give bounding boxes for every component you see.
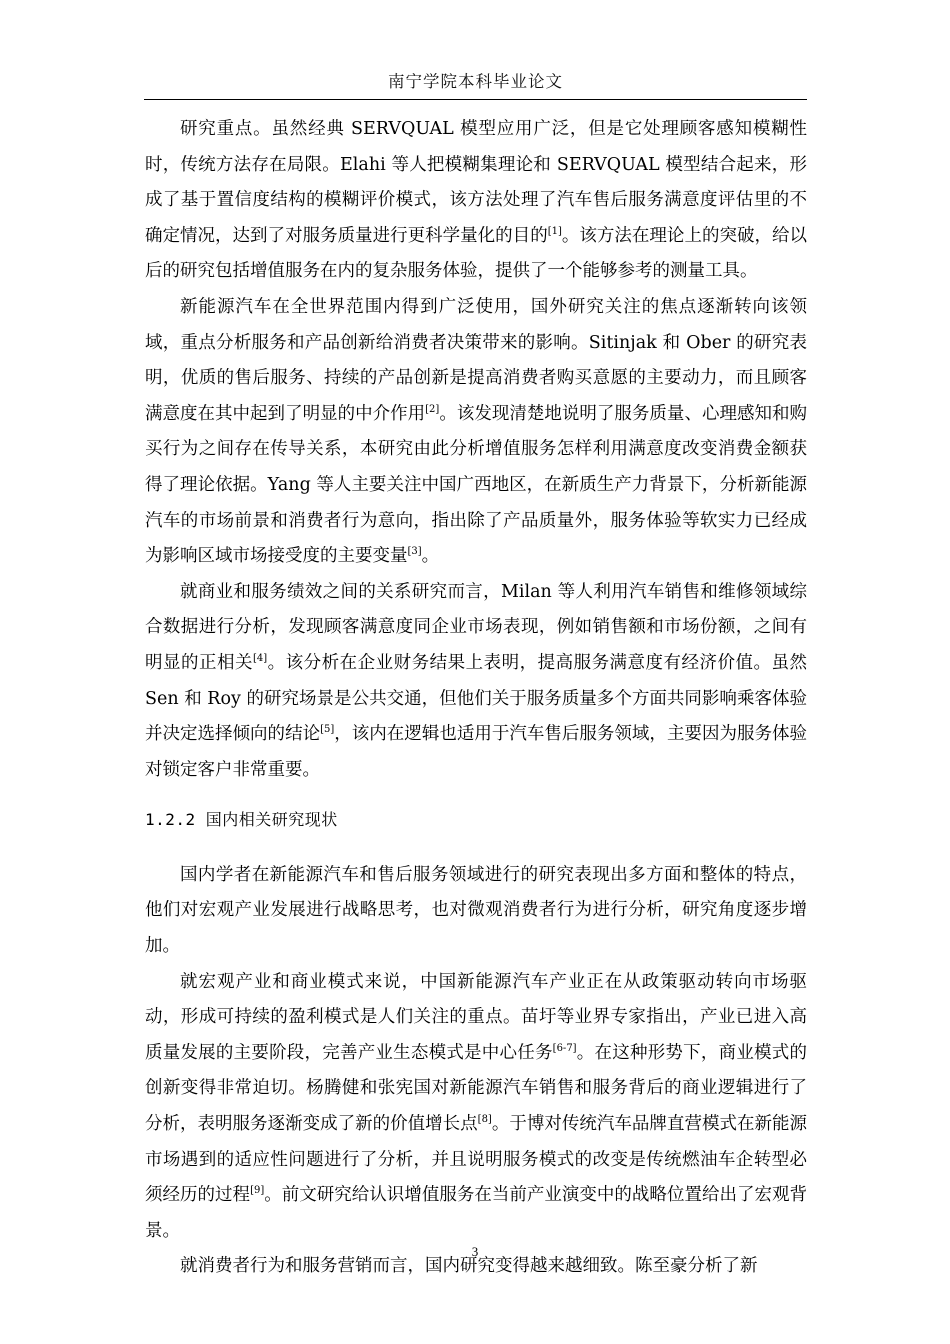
text-run: ，该内在逻辑也适用于汽车售后服务领域，主要因为服务体验对锁定客户非常重要。 — [145, 724, 808, 780]
text-run: 。前文研究给认识增值服务在当前产业演变中的战略位置给出了宏观背景。 — [145, 1185, 808, 1241]
paragraph-group-domestic-research — [145, 858, 807, 1285]
page-number: 3 — [471, 1244, 479, 1259]
text-run: 。在这种形势下，商业模式的创新变得非常迫切。杨腾健和张宪国对新能源汽车销售和服务背后的商业逻辑进行了分析，表明服务逐渐变成了新的价值增长点 — [145, 1042, 807, 1135]
text-run: 就商业和服务绩效之间的关系研究而言，Milan 等人利用汽车销售和维修领域综合数据进行分析，发现顾客满意度同企业市场表现，例如销售额和市场份额，之间有明显的正相关 — [145, 581, 807, 673]
citation-marker: [1] — [547, 225, 562, 237]
section-heading: 1.2.2 国内相关研究现状 — [145, 810, 338, 830]
citation-marker: [3] — [407, 546, 422, 558]
text-run: 新能源汽车在全世界范围内得到广泛使用，国外研究关注的焦点逐渐转向该领域，重点分析服务和产品创新给消费者决策带来的影响。Sitinjak 和 Ober 的研究表明，优质的售后服务、持续的产品创新是提高消费者购买意愿的主要动力，而且顾客满意度在其中起到了明显的中介作用 — [145, 296, 807, 424]
citation-marker: [2] — [425, 403, 440, 415]
text-run: 国内学者在新能源汽车和售后服务领域进行的研究表现出多方面和整体的特点，他们对宏观产业发展进行战略思考，也对微观消费者行为进行分析，研究角度逐步增加。 — [145, 864, 807, 957]
paragraph-group-foreign-research — [145, 112, 807, 788]
header-rule — [144, 99, 807, 100]
citation-marker: [5] — [320, 724, 335, 736]
text-run: 。 — [421, 546, 440, 567]
paragraph — [145, 575, 807, 789]
citation-marker: [6-7] — [552, 1042, 577, 1054]
citation-marker: [9] — [250, 1185, 265, 1197]
citation-marker: [8] — [477, 1114, 492, 1126]
paragraph — [145, 290, 807, 575]
text-run: 就宏观产业和商业模式来说，中国新能源汽车产业正在从政策驱动转向市场驱动，形成可持续的盈利模式是人们关注的重点。苗圩等业界专家指出，产业已进入高质量发展的主要阶段，完善产业生态模式是中心任务 — [145, 971, 807, 1063]
text-run: 。该分析在企业财务结果上表明，提高服务满意度有经济价值。虽然 Sen 和 Roy 的研究场景是公共交通，但他们关于服务质量多个方面共同影响乘客体验并决定选择倾向的结论 — [145, 652, 808, 745]
citation-marker: [4] — [252, 652, 268, 664]
text-run: 就消费者行为和服务营销而言，国内研究变得越来越细致。陈至豪分析了新 — [180, 1256, 758, 1277]
text-run: 。该方法在理论上的突破，给以后的研究包括增值服务在内的复杂服务体验，提供了一个能够参考的测量工具。 — [145, 225, 807, 282]
text-run: 。于博对传统汽车品牌直营模式在新能源市场遇到的适应性问题进行了分析，并且说明服务模式的改变是传统燃油车企转型必须经历的过程 — [145, 1114, 808, 1206]
text-run: 。该发现清楚地说明了服务质量、心理感知和购买行为之间存在传导关系，本研究由此分析增值服务怎样利用满意度改变消费金额获得了理论依据。Yang 等人主要关注中国广西地区，在新质生产力背景下，分析新能源汽车的市场前景和消费者行为意向，指出除了产品质量外，服务体验等软实力已经成为影响区域市场接受度的主要变量 — [145, 403, 807, 567]
paragraph — [145, 112, 807, 290]
body-text — [145, 112, 807, 1285]
text-run: 研究重点。虽然经典 SERVQUAL 模型应用广泛，但是它处理顾客感知模糊性时，传统方法存在局限。Elahi 等人把模糊集理论和 SERVQUAL 模型结合起来，形成了基于置信度结构的模糊评价模式，该方法处理了汽车售后服务满意度评估里的不确定情况，达到了对服务质量进行更科学量化的目的 — [145, 119, 807, 246]
running-header: 南宁学院本科毕业论文 — [388, 72, 563, 91]
paragraph — [145, 965, 807, 1250]
paragraph — [145, 858, 807, 965]
